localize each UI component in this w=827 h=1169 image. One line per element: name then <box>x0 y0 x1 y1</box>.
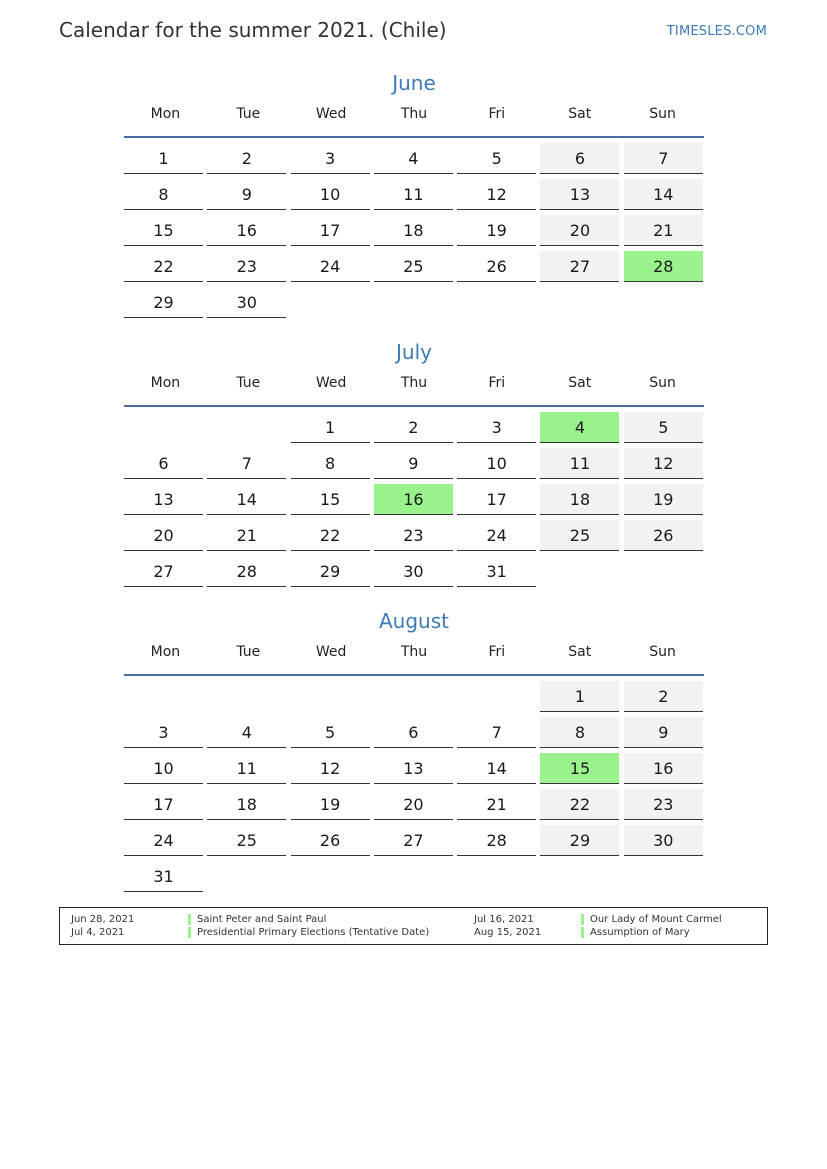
month-august <box>124 606 704 897</box>
weekday-header <box>124 373 704 407</box>
day-cell: 10 <box>457 448 536 479</box>
weekend-day-cell: 21 <box>624 215 703 246</box>
day-cell: 8 <box>124 179 203 210</box>
day-cell: 1 <box>124 143 203 174</box>
day-cell: 13 <box>374 753 453 784</box>
day-cell: 9 <box>207 179 286 210</box>
weekend-day-cell: 26 <box>624 520 703 551</box>
day-cell: 25 <box>207 825 286 856</box>
month-june <box>124 68 704 323</box>
empty-day-cell <box>291 861 370 892</box>
day-cell: 19 <box>457 215 536 246</box>
day-cell: 7 <box>207 448 286 479</box>
day-cell: 8 <box>291 448 370 479</box>
empty-day-cell <box>540 861 619 892</box>
day-cell: 22 <box>291 520 370 551</box>
day-cell: 24 <box>291 251 370 282</box>
day-cell: 22 <box>124 251 203 282</box>
weekday-label: Mon <box>150 106 181 122</box>
week-row <box>124 448 704 484</box>
week-row <box>124 789 704 825</box>
day-cell: 31 <box>124 861 203 892</box>
weekend-day-cell: 19 <box>624 484 703 515</box>
week-row <box>124 251 704 287</box>
day-cell: 10 <box>291 179 370 210</box>
weekend-day-cell: 22 <box>540 789 619 820</box>
weekday-label: Tue <box>236 375 261 391</box>
week-row <box>124 143 704 179</box>
day-cell: 11 <box>374 179 453 210</box>
day-cell: 13 <box>124 484 203 515</box>
day-cell: 24 <box>457 520 536 551</box>
weekend-day-cell: 2 <box>624 681 703 712</box>
weekday-label: Sun <box>649 375 676 391</box>
day-cell: 29 <box>124 287 203 318</box>
day-cell: 12 <box>291 753 370 784</box>
weekend-day-cell: 14 <box>624 179 703 210</box>
weekday-label: Wed <box>315 375 347 391</box>
legend-holiday-name: Presidential Primary Elections (Tentative Date) <box>197 927 430 938</box>
day-cell: 5 <box>457 143 536 174</box>
day-cell: 11 <box>207 753 286 784</box>
empty-day-cell <box>124 681 203 712</box>
day-cell: 3 <box>291 143 370 174</box>
day-cell: 30 <box>374 556 453 587</box>
weekday-label: Fri <box>488 644 506 660</box>
holiday-color-marker <box>581 914 584 925</box>
weekday-label: Sat <box>568 106 592 122</box>
day-cell: 3 <box>457 412 536 443</box>
legend-holiday-name: Our Lady of Mount Carmel <box>590 914 722 925</box>
weekday-label: Sun <box>649 644 676 660</box>
week-row <box>124 412 704 448</box>
holiday-color-marker <box>581 927 584 938</box>
week-row <box>124 753 704 789</box>
day-cell: 16 <box>207 215 286 246</box>
empty-day-cell <box>540 287 619 318</box>
legend-item <box>60 913 767 926</box>
holiday-day-cell: 28 <box>624 251 703 282</box>
day-cell: 17 <box>124 789 203 820</box>
weekend-day-cell: 12 <box>624 448 703 479</box>
holiday-day-cell: 4 <box>540 412 619 443</box>
weekday-label: Mon <box>150 644 181 660</box>
day-cell: 15 <box>124 215 203 246</box>
day-cell: 14 <box>457 753 536 784</box>
day-cell: 4 <box>207 717 286 748</box>
weekday-label: Mon <box>150 375 181 391</box>
empty-day-cell <box>624 861 703 892</box>
day-cell: 10 <box>124 753 203 784</box>
weekday-label: Thu <box>400 644 428 660</box>
day-cell: 18 <box>374 215 453 246</box>
day-cell: 6 <box>124 448 203 479</box>
weekend-day-cell: 18 <box>540 484 619 515</box>
weekday-label: Sat <box>568 644 592 660</box>
site-link[interactable]: TIMESLES.COM <box>666 24 767 39</box>
weekend-day-cell: 11 <box>540 448 619 479</box>
week-row <box>124 215 704 251</box>
day-cell: 27 <box>374 825 453 856</box>
weekend-day-cell: 23 <box>624 789 703 820</box>
empty-day-cell <box>457 861 536 892</box>
week-row <box>124 861 704 897</box>
weekday-label: Sun <box>649 106 676 122</box>
weekend-day-cell: 6 <box>540 143 619 174</box>
weekday-label: Tue <box>236 644 261 660</box>
day-cell: 23 <box>207 251 286 282</box>
day-cell: 29 <box>291 556 370 587</box>
day-cell: 28 <box>457 825 536 856</box>
weekday-header <box>124 642 704 676</box>
empty-day-cell <box>374 287 453 318</box>
day-cell: 18 <box>207 789 286 820</box>
legend-item <box>60 926 767 939</box>
holiday-day-cell: 16 <box>374 484 453 515</box>
empty-day-cell <box>540 556 619 587</box>
day-cell: 14 <box>207 484 286 515</box>
empty-day-cell <box>291 681 370 712</box>
legend-holiday-name: Saint Peter and Saint Paul <box>197 914 327 925</box>
weekend-day-cell: 1 <box>540 681 619 712</box>
month-name: August <box>379 609 449 633</box>
holiday-day-cell: 15 <box>540 753 619 784</box>
empty-day-cell <box>457 287 536 318</box>
day-cell: 31 <box>457 556 536 587</box>
month-name: June <box>392 71 436 95</box>
weekend-day-cell: 30 <box>624 825 703 856</box>
legend-date: Jun 28, 2021 <box>71 914 135 925</box>
empty-day-cell <box>124 412 203 443</box>
day-cell: 19 <box>291 789 370 820</box>
empty-day-cell <box>457 681 536 712</box>
day-cell: 21 <box>207 520 286 551</box>
weekday-label: Wed <box>315 106 347 122</box>
weekday-label: Fri <box>488 375 506 391</box>
day-cell: 26 <box>457 251 536 282</box>
day-cell: 3 <box>124 717 203 748</box>
day-cell: 20 <box>124 520 203 551</box>
day-cell: 17 <box>291 215 370 246</box>
week-row <box>124 179 704 215</box>
weekday-label: Fri <box>488 106 506 122</box>
day-cell: 2 <box>207 143 286 174</box>
day-cell: 1 <box>291 412 370 443</box>
day-cell: 20 <box>374 789 453 820</box>
week-row <box>124 717 704 753</box>
day-cell: 24 <box>124 825 203 856</box>
day-cell: 6 <box>374 717 453 748</box>
day-cell: 27 <box>124 556 203 587</box>
legend-date: Jul 16, 2021 <box>474 914 534 925</box>
week-row <box>124 520 704 556</box>
weekend-day-cell: 20 <box>540 215 619 246</box>
empty-day-cell <box>291 287 370 318</box>
week-row <box>124 825 704 861</box>
day-cell: 9 <box>374 448 453 479</box>
day-cell: 21 <box>457 789 536 820</box>
empty-day-cell <box>374 681 453 712</box>
legend-date: Jul 4, 2021 <box>71 927 125 938</box>
day-cell: 12 <box>457 179 536 210</box>
day-cell: 23 <box>374 520 453 551</box>
day-cell: 17 <box>457 484 536 515</box>
weekend-day-cell: 29 <box>540 825 619 856</box>
week-row <box>124 287 704 323</box>
weekend-day-cell: 16 <box>624 753 703 784</box>
weekend-day-cell: 8 <box>540 717 619 748</box>
legend-holiday-name: Assumption of Mary <box>590 927 690 938</box>
month-july <box>124 337 704 592</box>
week-row <box>124 681 704 717</box>
day-cell: 26 <box>291 825 370 856</box>
page-title: Calendar for the summer 2021. (Chile) <box>59 18 447 42</box>
weekday-label: Sat <box>568 375 592 391</box>
weekend-day-cell: 25 <box>540 520 619 551</box>
weekday-label: Tue <box>236 106 261 122</box>
day-cell: 5 <box>291 717 370 748</box>
empty-day-cell <box>207 681 286 712</box>
day-cell: 4 <box>374 143 453 174</box>
day-cell: 28 <box>207 556 286 587</box>
legend-date: Aug 15, 2021 <box>474 927 542 938</box>
weekend-day-cell: 5 <box>624 412 703 443</box>
weekday-label: Thu <box>400 106 428 122</box>
weekend-day-cell: 7 <box>624 143 703 174</box>
week-row <box>124 556 704 592</box>
day-cell: 15 <box>291 484 370 515</box>
weekend-day-cell: 27 <box>540 251 619 282</box>
month-name: July <box>396 340 432 364</box>
day-cell: 25 <box>374 251 453 282</box>
weekend-day-cell: 13 <box>540 179 619 210</box>
weekday-label: Wed <box>315 644 347 660</box>
empty-day-cell <box>207 412 286 443</box>
week-row <box>124 484 704 520</box>
empty-day-cell <box>374 861 453 892</box>
day-cell: 7 <box>457 717 536 748</box>
holiday-legend <box>59 907 768 945</box>
empty-day-cell <box>207 861 286 892</box>
empty-day-cell <box>624 287 703 318</box>
weekday-label: Thu <box>400 375 428 391</box>
empty-day-cell <box>624 556 703 587</box>
day-cell: 30 <box>207 287 286 318</box>
day-cell: 2 <box>374 412 453 443</box>
weekend-day-cell: 9 <box>624 717 703 748</box>
weekday-header <box>124 104 704 138</box>
